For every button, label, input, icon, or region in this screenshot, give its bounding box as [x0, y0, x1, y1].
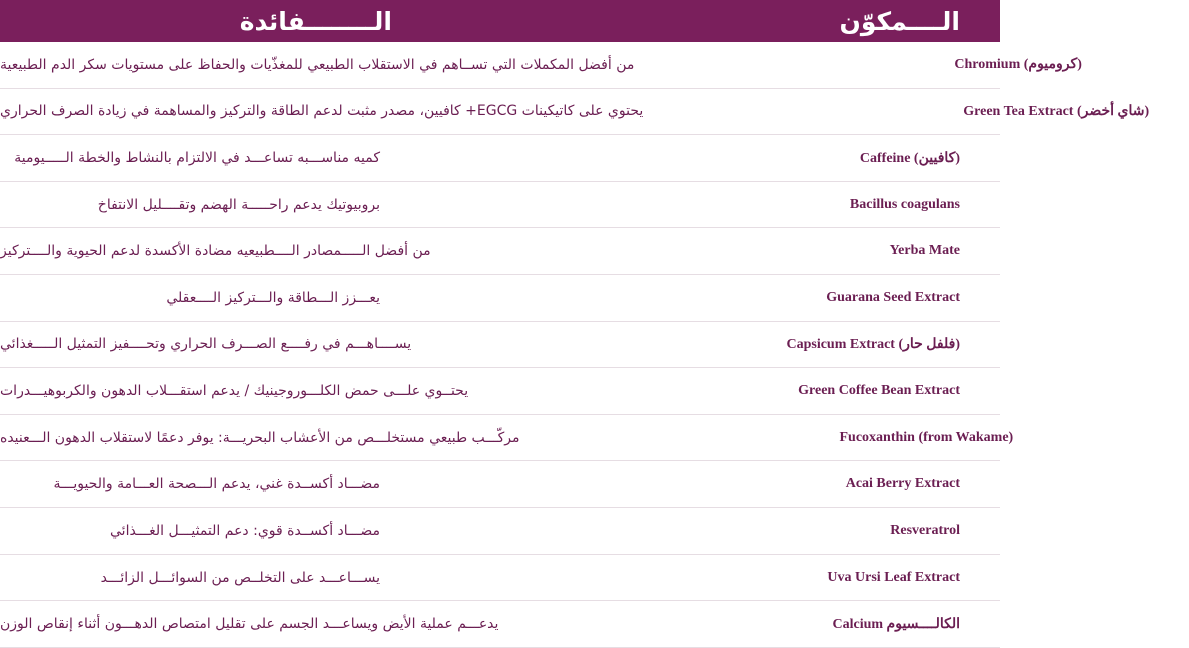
table-header	[0, 0, 1000, 42]
benefit-cell: يحتــوي علـــى حمض الكلـــوروجينيك / يدعم استقـــلاب الدهون والكربوهيـــدرات	[0, 383, 469, 400]
table-row	[0, 228, 1000, 275]
ingredient-cell: Caffeine (كافيين)	[859, 150, 960, 166]
benefit-cell: يعـــزز الـــطاقة والـــتركيز الــــعقلي	[166, 289, 380, 306]
benefit-cell: بروبيوتيك يدعم راحـــــة الهضم وتقــــليل الانتفاخ	[97, 196, 380, 213]
ingredient-cell: Uva Ursi Leaf Extract	[827, 569, 960, 585]
table-row	[0, 508, 1000, 555]
ingredient-cell: Calcium الكالــــسيوم	[832, 616, 960, 632]
benefit-cell: من أفضل الـــــمصادر الــــطبيعيه مضادة الأكسدة لدعم الحيوية والــــتركيز	[0, 243, 431, 260]
ingredient-cell: Capsicum Extract (فلفل حار)	[786, 336, 960, 352]
benefit-column-header: الــــــــفائدة	[239, 6, 392, 36]
benefit-cell: يحتوي على كاتيكينات EGCG+ كافيين، مصدر مثبت لدعم الطاقة والتركيز والمساهمة في زيادة الصرف الحراري	[0, 103, 644, 120]
ingredient-column-header: الــــمكوّن	[839, 6, 960, 36]
table-row	[0, 461, 1000, 508]
ingredient-cell: Green Coffee Bean Extract	[798, 383, 960, 399]
ingredient-cell: Chromium (كروميوم)	[954, 57, 1082, 73]
benefit-cell: مضـــاد أكســدة قوي: دعم التمثيـــل الغـــذائي	[110, 522, 380, 539]
benefit-cell: من أفضل المكملات التي تســاهم في الاستقلاب الطبيعي للمغذّيات والحفاظ على مستويات سكر الدم الطبيعية	[0, 56, 635, 73]
ingredient-cell: Acai Berry Extract	[845, 476, 960, 492]
table-row	[0, 182, 1000, 229]
benefit-cell: يدعـــم عملية الأيض ويساعـــد الجسم على تقليل امتصاص الدهـــون أثناء إنقاص الوزن	[0, 616, 499, 633]
table-row	[0, 368, 1000, 415]
table-row	[0, 555, 1000, 602]
table-row	[0, 89, 1150, 136]
ingredient-cell: Yerba Mate	[889, 243, 960, 259]
table-row	[0, 601, 1000, 648]
table-row	[0, 415, 1014, 462]
table-body	[0, 42, 1150, 648]
benefit-cell: مركّـــب طبيعي مستخلـــص من الأعشاب البحريـــة: يوفر دعمًا لاستقلاب الدهون الـــعنيده	[0, 429, 520, 446]
ingredient-cell: Resveratrol	[890, 522, 960, 538]
table-row	[0, 135, 1000, 182]
table-row	[0, 322, 1000, 369]
table-row	[0, 42, 1082, 89]
benefit-cell: يســــاهـــم في رفــــع الصـــرف الحراري وتحــــفيز التمثيل الـــــغذائي	[0, 336, 412, 353]
ingredient-cell: Fucoxanthin (from Wakame)	[839, 429, 1014, 445]
benefit-cell: مضـــاد أكســدة غني، يدعم الـــصحة العـــامة والحيويـــة	[53, 476, 380, 493]
benefit-cell: يســـاعـــد على التخلــص من السوائـــل الزائـــد	[100, 569, 380, 586]
table-row	[0, 275, 1000, 322]
ingredient-cell: Bacillus coagulans	[849, 196, 960, 212]
ingredient-cell: Green Tea Extract (شاي أخضر)	[963, 103, 1150, 119]
benefit-cell: كميه مناســـبه تساعـــد في الالتزام بالنشاط والخطة الـــــيومية	[14, 150, 380, 167]
ingredient-cell: Guarana Seed Extract	[826, 289, 960, 305]
